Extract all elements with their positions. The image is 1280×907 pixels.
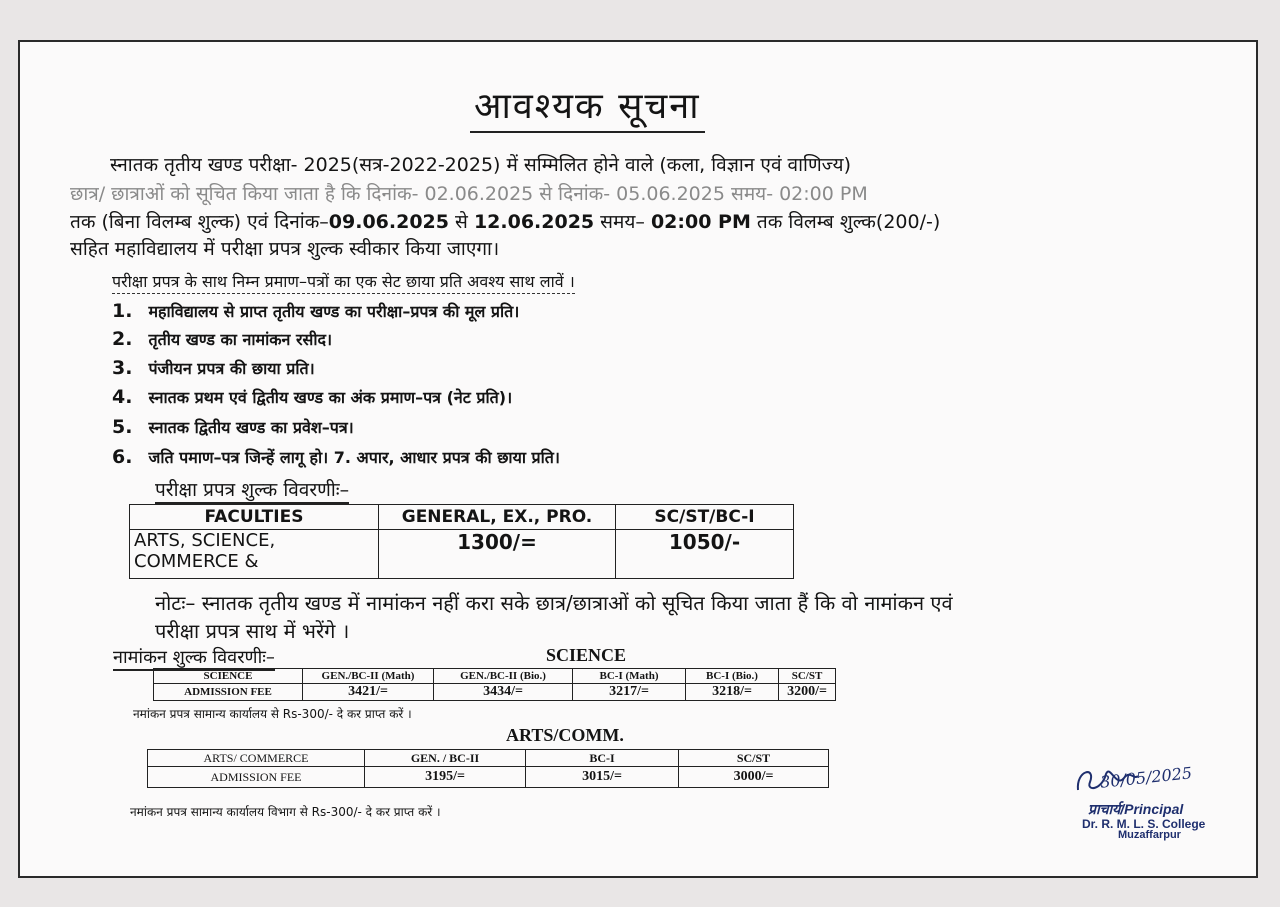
list-item (112, 416, 354, 438)
general-fee: 1300/= (379, 530, 616, 579)
documents-heading: परीक्षा प्रपत्र के साथ निम्न प्रमाण–पत्रों का एक सेट छाया प्रति अवश्य साथ लावें । (112, 270, 575, 294)
table-header: BC-I (Math) (573, 669, 686, 684)
table-cell: 3000/= (679, 767, 829, 788)
table-header: GEN. / BC-II (365, 750, 526, 767)
para1-line2: छात्र/ छात्राओं को सूचित किया जाता है कि दिनांक- 02.06.2025 से दिनांक- 05.06.2025 समय- 02:00 PM (70, 183, 868, 205)
admission-fee-heading: नामांकन शुल्क विवरणीः– (113, 645, 275, 671)
table-header: SCIENCE (154, 669, 303, 684)
table-cell: 3200/= (779, 684, 836, 701)
list-item-text: स्नातक द्वितीय खण्ड का प्रवेश–पत्र। (148, 418, 354, 437)
table-cell: 3434/= (434, 684, 573, 701)
para1-line3 (70, 208, 940, 234)
list-item-text: तृतीय खण्ड का नामांकन रसीद। (148, 330, 333, 349)
list-item (112, 386, 512, 408)
list-item-number: 1. (112, 300, 133, 322)
table-cell: 3015/= (526, 767, 679, 788)
list-item-text: महाविद्यालय से प्राप्त तृतीय खण्ड का परीक्षा–प्रपत्र की मूल प्रति। (148, 302, 520, 321)
row-label: ADMISSION FEE (154, 684, 303, 701)
science-heading: SCIENCE (546, 645, 627, 665)
late-start-date: 09.06.2025 (328, 211, 449, 233)
list-item-number: 5. (112, 416, 133, 438)
para1-line3-g: तक विलम्ब शुल्क(200/-) (750, 211, 941, 233)
list-item-number: 4. (112, 386, 133, 408)
para1-line4: सहित महाविद्यालय में परीक्षा प्रपत्र शुल्क स्वीकार किया जाएगा। (70, 238, 500, 260)
arts-fee-table (147, 749, 829, 788)
exam-fee-table (129, 504, 794, 579)
late-time: 02:00 PM (650, 211, 751, 233)
arts-heading: ARTS/COMM. (506, 725, 624, 745)
exam-fee-heading: परीक्षा प्रपत्र शुल्क विवरणीः– (155, 476, 349, 504)
table-header-row (130, 505, 794, 530)
notice-title: आवश्यक सूचना (470, 80, 705, 133)
table-header-row (154, 669, 836, 684)
note-line1: नोटः– स्नातक तृतीय खण्ड में नामांकन नहीं करा सके छात्र/छात्राओं को सूचित किया जाता हैं कि वो नामांकन एवं (155, 591, 953, 615)
science-fee-table (153, 668, 836, 701)
faculty-line1: ARTS, SCIENCE, (134, 530, 276, 551)
faculty-line2: COMMERCE & (134, 551, 259, 572)
late-end-date: 12.06.2025 (473, 211, 595, 233)
table-header: SC/ST (779, 669, 836, 684)
stamp-line1: प्राचार्य/Principal (1088, 801, 1184, 817)
stamp-line3: Muzaffarpur (1118, 829, 1181, 841)
list-item-number: 3. (112, 357, 133, 379)
table-header: SC/ST/BC-I (616, 505, 794, 530)
list-item-number: 6. (112, 446, 133, 468)
list-item (112, 328, 332, 350)
table-header: ARTS/ COMMERCE (148, 750, 365, 767)
table-header: BC-I (Bio.) (686, 669, 779, 684)
table-header: SC/ST (679, 750, 829, 767)
list-item-text: जति पमाण–पत्र जिन्हें लागू हो। 7. अपार, आधार प्रपत्र की छाया प्रति। (148, 448, 560, 467)
table-cell: 3195/= (365, 767, 526, 788)
table-header: GENERAL, EX., PRO. (379, 505, 616, 530)
para1-line3-a: तक (बिना विलम्ब शुल्क) एवं दिनांक– (70, 211, 329, 233)
list-item (112, 446, 560, 468)
list-item-text: पंजीयन प्रपत्र की छाया प्रति। (148, 359, 315, 378)
table-cell: 3217/= (573, 684, 686, 701)
table-cell: 3421/= (303, 684, 434, 701)
list-item-number: 2. (112, 328, 133, 350)
para1-line3-c: से (449, 211, 474, 233)
signature-date: 30/05/2025 (1099, 763, 1193, 792)
note-line2: परीक्षा प्रपत्र साथ में भरेंगे । (155, 619, 350, 643)
table-header: GEN./BC-II (Math) (303, 669, 434, 684)
table-cell: 3218/= (686, 684, 779, 701)
para1-line1: स्नातक तृतीय खण्ड परीक्षा- 2025(सत्र-2022-2025) में सम्मिलित होने वाले (कला, विज्ञान एवं वाणिज्य) (110, 154, 851, 176)
table-header: GEN./BC-II (Bio.) (434, 669, 573, 684)
faculty-cell (130, 530, 379, 579)
row-label: ADMISSION FEE (148, 767, 365, 788)
arts-form-note: नमांकन प्रपत्र सामान्य कार्यालय विभाग से Rs-300/- दे कर प्राप्त करें । (130, 805, 441, 819)
table-row (148, 767, 829, 788)
stamp-line2: Dr. R. M. L. S. College (1082, 817, 1206, 831)
table-header: FACULTIES (130, 505, 379, 530)
list-item (112, 300, 519, 322)
table-row (130, 530, 794, 579)
table-row (154, 684, 836, 701)
table-header: BC-I (526, 750, 679, 767)
para1-line3-e: समय– (594, 211, 651, 233)
science-form-note: नमांकन प्रपत्र सामान्य कार्यालय से Rs-300/- दे कर प्राप्त करें । (133, 707, 412, 721)
list-item-text: स्नातक प्रथम एवं द्वितीय खण्ड का अंक प्रमाण–पत्र (नेट प्रति)। (148, 388, 513, 407)
list-item (112, 357, 315, 379)
table-header-row (148, 750, 829, 767)
reserved-fee: 1050/- (616, 530, 794, 579)
